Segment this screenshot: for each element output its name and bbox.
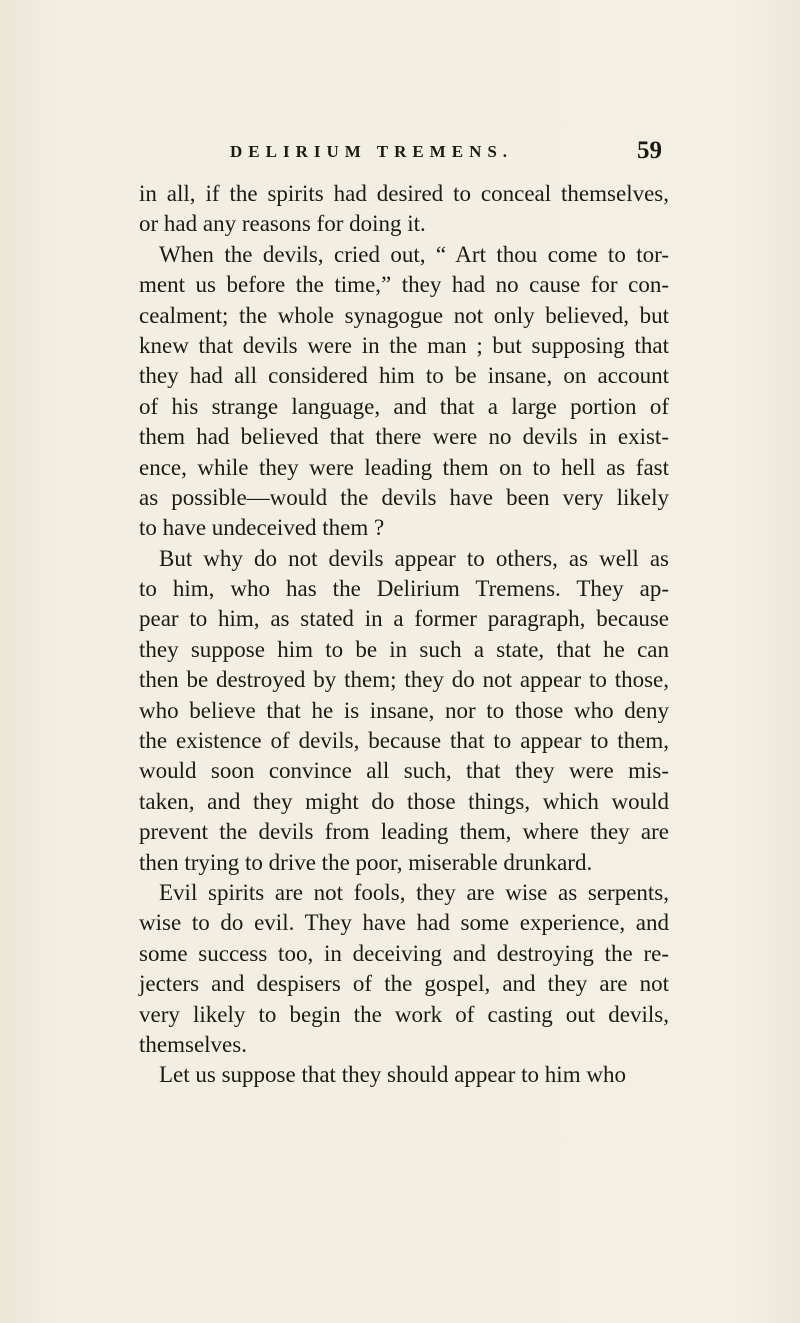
text-line: them had believed that there were no devils in exist- bbox=[139, 424, 669, 450]
text-line: in all, if the spirits had desired to conceal themselves, bbox=[139, 181, 669, 206]
text-line: they suppose him to be in such a state, that he can bbox=[139, 636, 669, 662]
text-line: But why do not devils appear to others, as well as bbox=[159, 545, 669, 571]
text-line: to have undeceived them ? bbox=[139, 515, 385, 541]
text-line: to him, who has the Delirium Tremens. They ap- bbox=[139, 576, 669, 602]
text-line: When the devils, cried out, “ Art thou come to tor- bbox=[159, 241, 669, 267]
text-line: pear to him, as stated in a former paragraph, because bbox=[139, 606, 669, 632]
text-line: themselves. bbox=[139, 1031, 247, 1057]
text-line: as possible—would the devils have been very likely bbox=[139, 484, 669, 510]
page-header bbox=[230, 137, 662, 172]
text-line: prevent the devils from leading them, where they are bbox=[139, 819, 669, 845]
page-number: 59 bbox=[637, 137, 662, 164]
text-line: who believe that he is insane, nor to those who deny bbox=[139, 697, 669, 723]
text-line: very likely to begin the work of casting out devils, bbox=[139, 1001, 669, 1027]
text-line: taken, and they might do those things, which would bbox=[139, 788, 669, 814]
text-line: Let us suppose that they should appear to him who bbox=[159, 1062, 626, 1088]
text-line: ment us before the time,” they had no cause for con- bbox=[139, 272, 669, 298]
text-line: they had all considered him to be insane, on account bbox=[139, 363, 669, 389]
running-head: DELIRIUM TREMENS. bbox=[230, 142, 514, 161]
text-line: knew that devils were in the man ; but supposing that bbox=[139, 332, 669, 358]
text-line: cealment; the whole synagogue not only believed, but bbox=[139, 302, 669, 328]
text-line: jecters and despisers of the gospel, and they are not bbox=[139, 971, 669, 997]
text-line: ence, while they were leading them on to hell as fast bbox=[139, 454, 669, 480]
text-line: would soon convince all such, that they were mis- bbox=[139, 758, 669, 784]
text-line: the existence of devils, because that to appear to them, bbox=[139, 728, 669, 754]
text-line: then be destroyed by them; they do not appear to those, bbox=[139, 667, 669, 693]
text-line: then trying to drive the poor, miserable drunkard. bbox=[139, 849, 593, 875]
text-line: wise to do evil. They have had some experience, and bbox=[139, 910, 669, 936]
text-line: some success too, in deceiving and destroying the re- bbox=[139, 940, 669, 966]
text-line: of his strange language, and that a large portion of bbox=[139, 393, 669, 419]
body-text bbox=[139, 179, 669, 1091]
text-line: or had any reasons for doing it. bbox=[139, 211, 426, 237]
text-line: Evil spirits are not fools, they are wise as serpents, bbox=[159, 879, 669, 905]
